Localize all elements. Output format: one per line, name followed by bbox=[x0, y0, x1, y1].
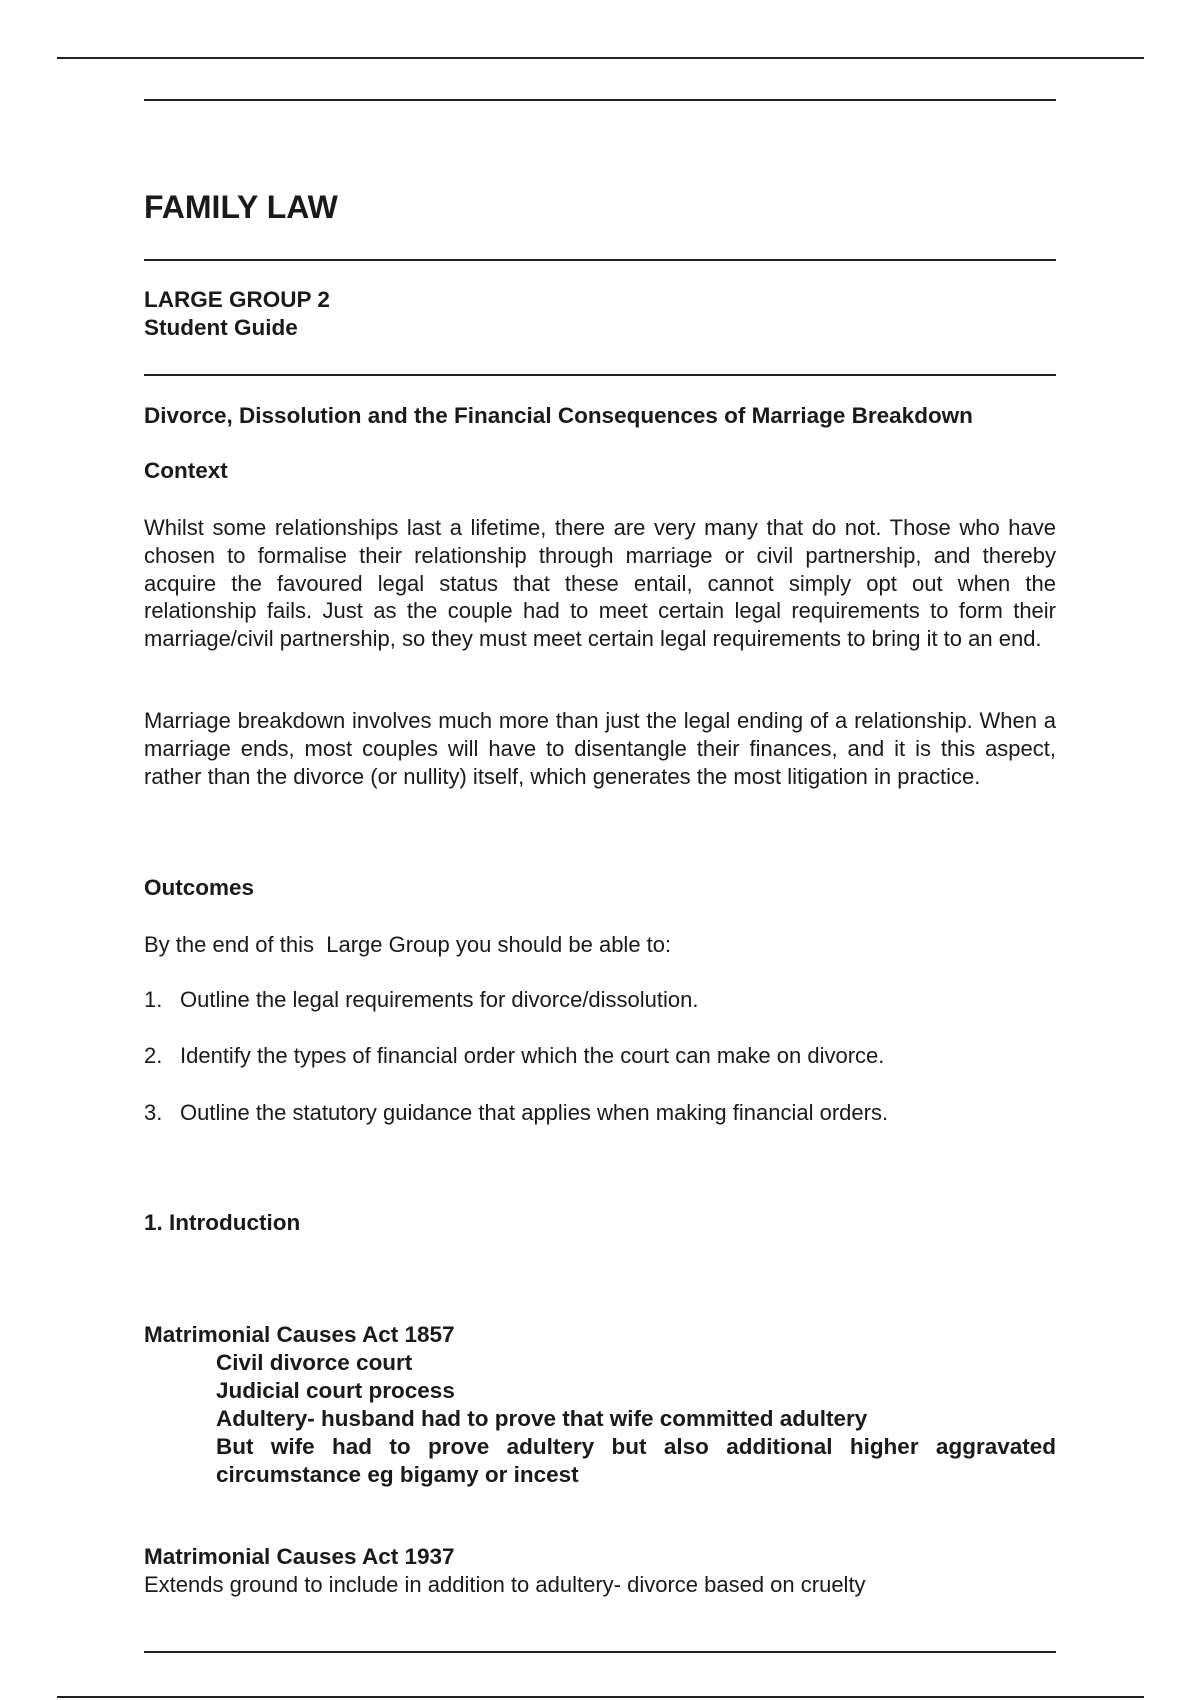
outcome-number: 3. bbox=[144, 1100, 163, 1125]
act-1937-text: Extends ground to include in addition to adultery- divorce based on cruelty bbox=[144, 1572, 866, 1597]
act-1857-heading: Matrimonial Causes Act 1857 bbox=[144, 1322, 455, 1347]
outcome-text: Outline the legal requirements for divorce/dissolution. bbox=[180, 987, 699, 1012]
act-1857-point: Adultery- husband had to prove that wife committed adultery bbox=[216, 1406, 868, 1431]
student-guide-label: Student Guide bbox=[144, 315, 298, 340]
outcome-text: Identify the types of financial order which the court can make on divorce. bbox=[180, 1043, 885, 1068]
header-top-rule bbox=[144, 99, 1056, 101]
act-1857-point: Civil divorce court bbox=[216, 1350, 413, 1375]
page-bottom-rule bbox=[57, 1696, 1144, 1698]
introduction-heading: 1. Introduction bbox=[144, 1210, 301, 1235]
topic-heading: Divorce, Dissolution and the Financial Consequences of Marriage Breakdown bbox=[144, 403, 973, 428]
context-paragraph-1: Whilst some relationships last a lifetime, there are very many that do not. Those who have chosen to formalise their relationship through marriage or civil partnership, and thereby acquire the favoured legal status that these entail, cannot simply opt out when the relationship fails. Just as the couple had to meet certain legal requirements to form their marriage/civil partnership, so they must meet certain legal requirements to bring it to an end. bbox=[144, 515, 1056, 652]
page-top-rule bbox=[57, 57, 1144, 59]
subtitle-bottom-rule bbox=[144, 374, 1056, 376]
act-1857-point: Judicial court process bbox=[216, 1378, 455, 1403]
outcome-text: Outline the statutory guidance that applies when making financial orders. bbox=[180, 1100, 889, 1125]
context-heading: Context bbox=[144, 458, 228, 483]
footer-rule bbox=[144, 1651, 1056, 1653]
outcomes-heading: Outcomes bbox=[144, 875, 255, 900]
outcome-number: 1. bbox=[144, 987, 163, 1012]
outcome-item bbox=[144, 986, 1056, 1014]
large-group-label: LARGE GROUP 2 bbox=[144, 287, 330, 312]
outcomes-intro: By the end of this Large Group you should be able to: bbox=[144, 932, 672, 957]
act-1857-point: But wife had to prove adultery but also additional higher aggravated circumstance eg bigamy or incest bbox=[216, 1434, 1056, 1487]
outcome-item bbox=[144, 1099, 1056, 1127]
context-paragraph-2: Marriage breakdown involves much more than just the legal ending of a relationship. When a marriage ends, most couples will have to disentangle their finances, and it is this aspect, rather than the divorce (or nullity) itself, which generates the most litigation in practice. bbox=[144, 708, 1056, 789]
document-title: FAMILY LAW bbox=[144, 189, 338, 225]
outcome-number: 2. bbox=[144, 1043, 163, 1068]
act-1937-heading: Matrimonial Causes Act 1937 bbox=[144, 1544, 455, 1569]
title-bottom-rule bbox=[144, 259, 1056, 261]
outcome-item bbox=[144, 1042, 1056, 1070]
act-1857-points bbox=[216, 1349, 1056, 1489]
